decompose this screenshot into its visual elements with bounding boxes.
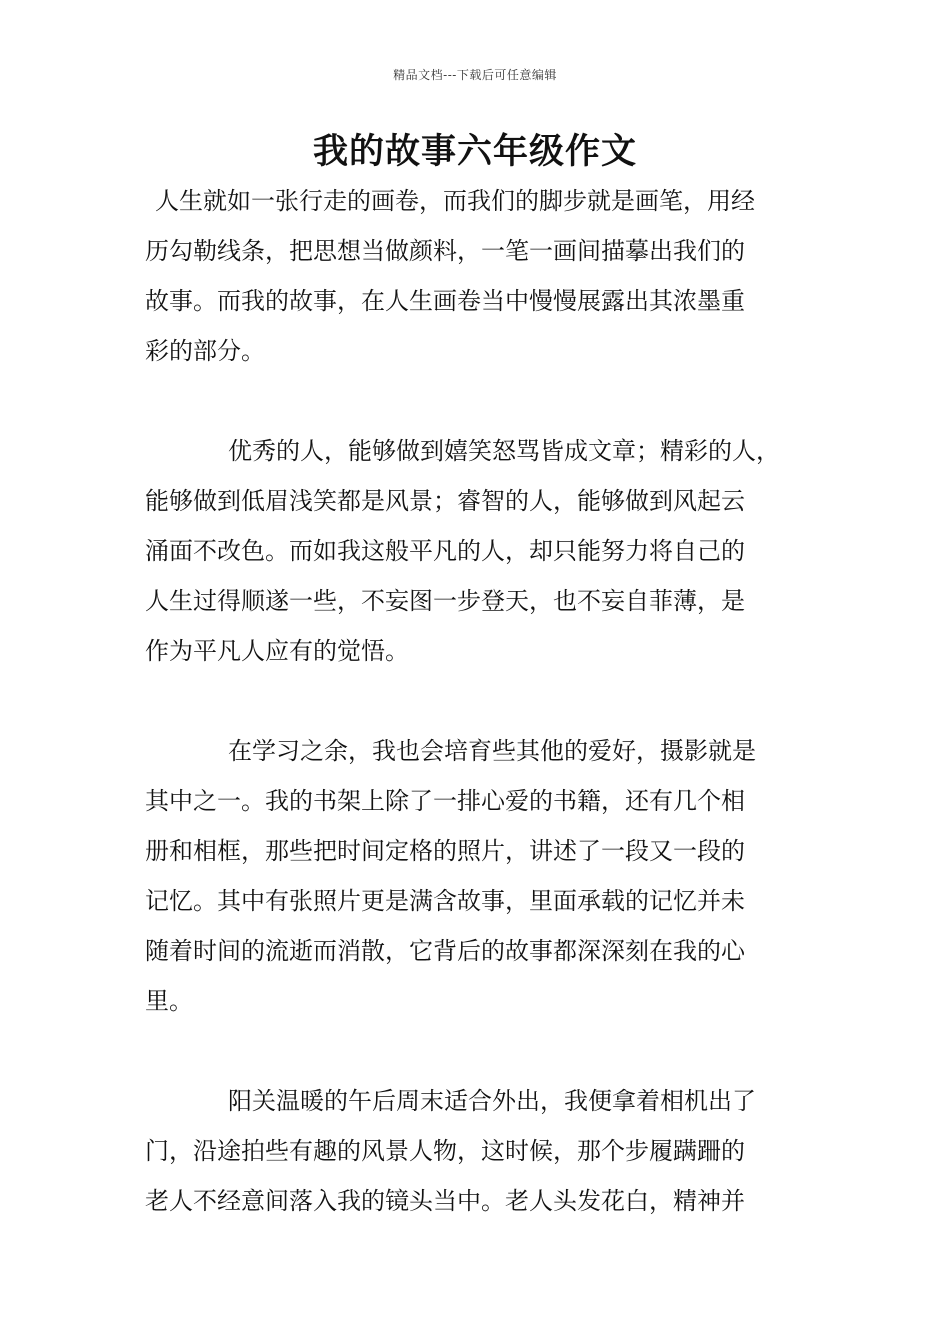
paragraph-line: 人生就如一张行走的画卷，而我们的脚步就是画笔，用经 (155, 187, 755, 215)
paragraph-line: 能够做到低眉浅笑都是风景；睿智的人，能够做到风起云 (145, 487, 745, 515)
paragraph-line: 作为平凡人应有的觉悟。 (145, 637, 409, 665)
paragraph-gap (145, 676, 817, 726)
paragraph-gap (145, 1026, 817, 1076)
paragraph-line: 优秀的人，能够做到嬉笑怒骂皆成文章；精彩的人， (228, 437, 780, 465)
header-note: 精品文档---下载后可任意编辑 (393, 68, 557, 82)
paragraph-line: 门，沿途拍些有趣的风景人物，这时候，那个步履蹒跚的 (145, 1137, 745, 1165)
document-title: 我的故事六年级作文 (312, 132, 637, 172)
paragraph-line: 其中之一。我的书架上除了一排心爱的书籍，还有几个相 (145, 787, 745, 815)
paragraph-line: 彩的部分。 (145, 337, 265, 365)
paragraph-line: 阳关温暖的午后周末适合外出，我便拿着相机出了 (228, 1087, 756, 1115)
body-text (145, 176, 817, 1226)
paragraph-line: 故事。而我的故事，在人生画卷当中慢慢展露出其浓墨重 (145, 287, 745, 315)
paragraph-line: 涌面不改色。而如我这般平凡的人，却只能努力将自己的 (145, 537, 745, 565)
paragraph-line: 记忆。其中有张照片更是满含故事，里面承载的记忆并未 (145, 887, 745, 915)
paragraph-line: 随着时间的流逝而消散，它背后的故事都深深刻在我的心 (145, 937, 745, 965)
paragraph-line: 里。 (145, 987, 193, 1015)
paragraph-line: 人生过得顺遂一些，不妄图一步登天，也不妄自菲薄，是 (145, 587, 745, 615)
paragraph-line: 老人不经意间落入我的镜头当中。老人头发花白，精神并 (145, 1187, 745, 1215)
paragraph-line: 在学习之余，我也会培育些其他的爱好，摄影就是 (228, 737, 756, 765)
paragraph-gap (145, 376, 817, 426)
paragraph-line: 册和相框，那些把时间定格的照片，讲述了一段又一段的 (145, 837, 745, 865)
paragraph-line: 历勾勒线条，把思想当做颜料，一笔一画间描摹出我们的 (145, 237, 745, 265)
